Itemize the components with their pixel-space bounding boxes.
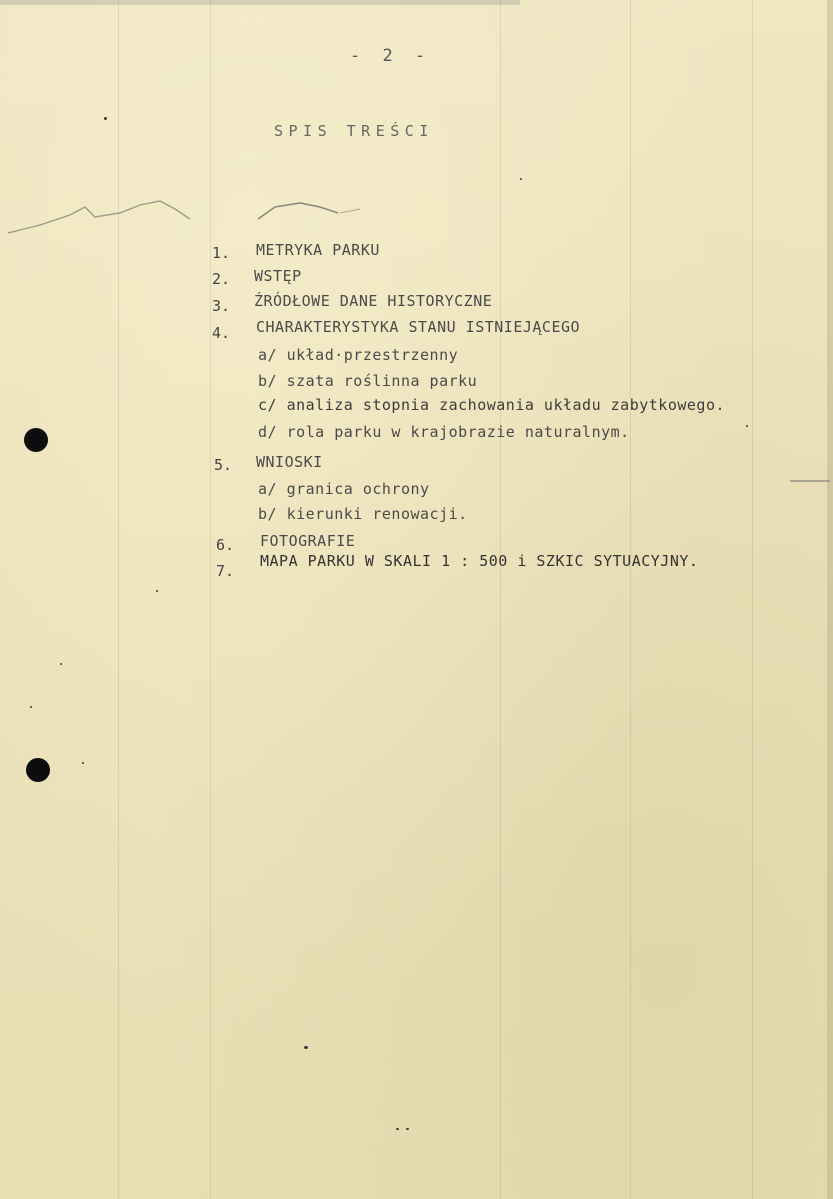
speck bbox=[30, 706, 32, 708]
top-edge-shadow bbox=[0, 0, 520, 5]
punch-hole bbox=[24, 428, 48, 452]
paper-streak bbox=[118, 0, 119, 1199]
paper-streak bbox=[752, 0, 753, 1199]
toc-subentry: d/ rola parku w krajobrazie naturalnym. bbox=[258, 423, 630, 441]
toc-entry: MAPA PARKU W SKALI 1 : 500 i SZKIC SYTUACYJNY. bbox=[260, 552, 699, 570]
page-number: - 2 - bbox=[350, 46, 432, 66]
speck bbox=[156, 590, 158, 592]
speck bbox=[406, 1128, 409, 1130]
paper-streak bbox=[630, 0, 631, 1199]
toc-subentry: a/ granica ochrony bbox=[258, 480, 430, 498]
toc-subentry: a/ układ·przestrzenny bbox=[258, 346, 459, 364]
paper-streak bbox=[500, 0, 501, 1199]
right-edge-shadow bbox=[827, 0, 833, 1199]
speck bbox=[746, 425, 748, 427]
speck bbox=[60, 663, 62, 665]
speck bbox=[82, 762, 84, 764]
stray-mark bbox=[790, 480, 830, 482]
toc-subentry: b/ szata roślinna parku bbox=[258, 372, 478, 390]
toc-entry: WNIOSKI bbox=[256, 453, 323, 471]
toc-entry: METRYKA PARKU bbox=[256, 241, 380, 259]
speck bbox=[520, 178, 522, 180]
toc-entry: CHARAKTERYSTYKA STANU ISTNIEJĄCEGO bbox=[256, 318, 581, 336]
speck bbox=[304, 1046, 308, 1049]
toc-entry: WSTĘP bbox=[254, 267, 302, 285]
toc-number: 5. bbox=[214, 456, 233, 474]
page-title: SPIS TREŚCI bbox=[274, 122, 434, 140]
ink-smudge bbox=[0, 195, 380, 240]
speck bbox=[396, 1128, 399, 1130]
toc-number: 7. bbox=[216, 562, 235, 580]
toc-subentry: c/ analiza stopnia zachowania układu zabytkowego. bbox=[258, 396, 726, 414]
toc-number: 4. bbox=[212, 324, 231, 342]
toc-number: 1. bbox=[212, 244, 231, 262]
toc-number: 3. bbox=[212, 297, 231, 315]
speck bbox=[104, 117, 107, 120]
paper-streak bbox=[210, 0, 211, 1199]
toc-number: 2. bbox=[212, 270, 231, 288]
toc-subentry: b/ kierunki renowacji. bbox=[258, 505, 468, 523]
punch-hole bbox=[26, 758, 50, 782]
toc-number: 6. bbox=[216, 536, 235, 554]
toc-entry: FOTOGRAFIE bbox=[260, 532, 356, 550]
toc-entry: ŹRÓDŁOWE DANE HISTORYCZNE bbox=[254, 292, 493, 310]
